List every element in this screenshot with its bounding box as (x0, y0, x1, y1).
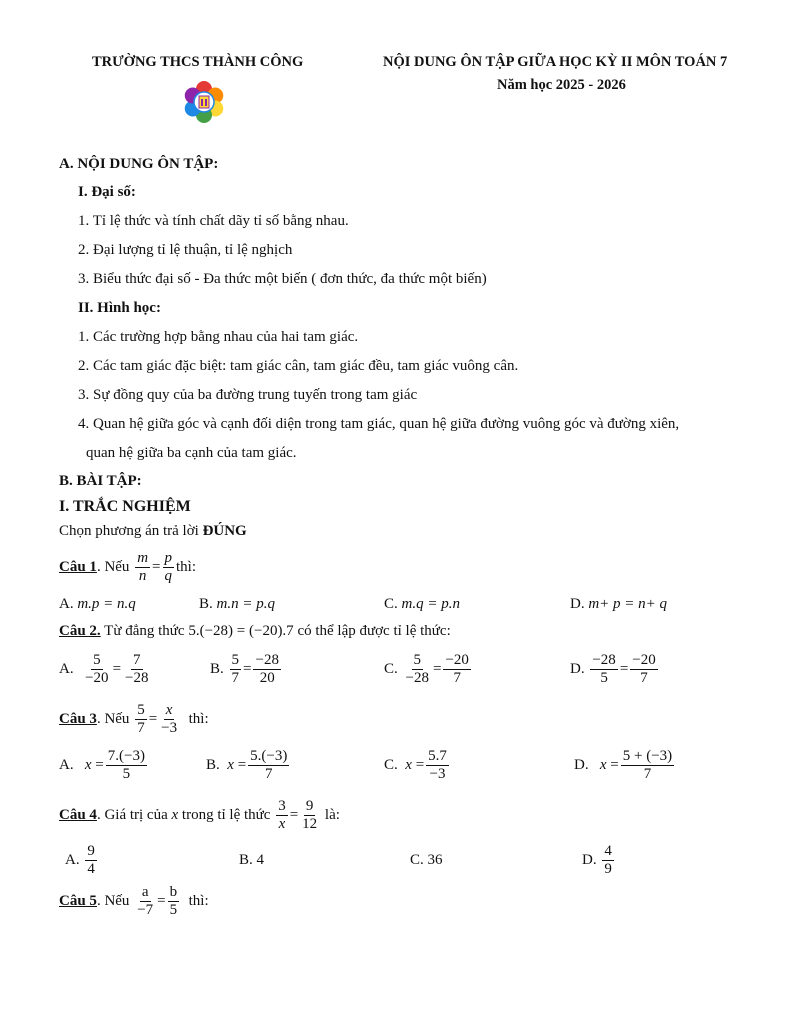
algebra-item: 3. Biểu thức đại số - Đa thức một biến ( đơn thức, đa thức một biến) (78, 271, 487, 287)
option-b[interactable]: B. m.n = p.q (199, 596, 275, 612)
option-b[interactable]: B. x = $\frac{5.(-3)}{7}$ (206, 748, 288, 783)
algebra-item: 2. Đại lượng tỉ lệ thuận, tỉ lệ nghịch (78, 242, 293, 258)
option-b[interactable]: B. $\frac{5}{7}$ = $\frac{-28}{20}$ (210, 652, 279, 687)
question-5: Câu 5 . Nếu $\frac{a}{-7}$ = $\frac{b}{5}$ thì: (59, 884, 209, 919)
school-year: Năm học 2025 - 2026 (497, 77, 626, 93)
question-label: Câu 3 (59, 711, 97, 728)
option-c[interactable]: C. x = $\frac{5.7}{-3}$ (384, 748, 447, 783)
school-name: TRƯỜNG THCS THÀNH CÔNG (92, 54, 304, 70)
section-b-title: B. BÀI TẬP: (59, 473, 142, 489)
algebra-heading: I. Đại số: (78, 184, 136, 200)
geometry-item: 4. Quan hệ giữa góc và cạnh đối diện trong tam giác, quan hệ giữa đường vuông góc và đường xiên, (78, 416, 680, 432)
geometry-item: 2. Các tam giác đặc biệt: tam giác cân, tam giác đều, tam giác vuông cân. (78, 358, 519, 374)
question-label: Câu 5 (59, 893, 97, 910)
question-label: Câu 2. (59, 623, 101, 639)
option-a[interactable]: A. x = $\frac{7.(-3)}{5}$ (59, 748, 145, 783)
fraction: $\frac{p}{q}$ (164, 550, 172, 585)
school-logo (181, 79, 227, 125)
geometry-heading: II. Hình học: (78, 300, 161, 316)
geometry-item: 3. Sự đồng quy của ba đường trung tuyến trong tam giác (78, 387, 418, 403)
multiple-choice-heading: I. TRẮC NGHIỆM (59, 498, 191, 515)
option-b[interactable]: B. 4 (239, 852, 265, 868)
geometry-item: 1. Các trường hợp bằng nhau của hai tam giác. (78, 329, 359, 345)
algebra-item: 1. Tỉ lệ thức và tính chất dãy tỉ số bằng nhau. (78, 213, 349, 229)
question-label: Câu 4 (59, 807, 97, 824)
question-label: Câu 1 (59, 559, 97, 576)
section-a-title: A. NỘI DUNG ÔN TẬP: (59, 156, 219, 172)
option-d[interactable]: D. $\frac{4}{9}$ (582, 843, 612, 878)
option-c[interactable]: C. m.q = p.n (384, 596, 460, 612)
question-2: Câu 2. Từ đẳng thức 5.(−28) = (−20).7 có thể lập được tỉ lệ thức: (59, 623, 451, 639)
option-c[interactable]: C. 36 (410, 852, 443, 868)
geometry-item: quan hệ giữa ba cạnh của tam giác. (86, 445, 297, 461)
option-a[interactable]: A. $\frac{9}{4}$ (65, 843, 95, 878)
instruction: Chọn phương án trả lời ĐÚNG (59, 523, 247, 539)
question-1: Câu 1 . Nếu $\frac{m}{n}$ = $\frac{p}{q}$ thì: (59, 550, 197, 585)
option-c[interactable]: C. $\frac{5}{-28}$ = $\frac{-20}{7}$ (384, 652, 469, 687)
option-d[interactable]: D. m+ p = n+ q (570, 596, 668, 612)
fraction: $\frac{m}{n}$ (137, 550, 149, 585)
option-d[interactable]: D. x = $\frac{5 + (-3)}{7}$ (574, 748, 673, 783)
option-d[interactable]: D. $\frac{-28}{5}$ = $\frac{-20}{7}$ (570, 652, 656, 687)
option-a[interactable]: A. $\frac{5}{-20}$ = $\frac{7}{-28}$ (59, 652, 149, 687)
question-3: Câu 3 . Nếu $\frac{5}{7}$ = $\frac{x}{-3}$ thì: (59, 702, 209, 737)
question-4: Câu 4 . Giá trị của x trong tỉ lệ thức $\frac{3}{x}$ = $\frac{9}{12}$ là: (59, 798, 340, 833)
option-a[interactable]: A. m.p = n.q (59, 596, 136, 612)
document-title: NỘI DUNG ÔN TẬP GIỮA HỌC KỲ II MÔN TOÁN 7 (383, 54, 728, 70)
